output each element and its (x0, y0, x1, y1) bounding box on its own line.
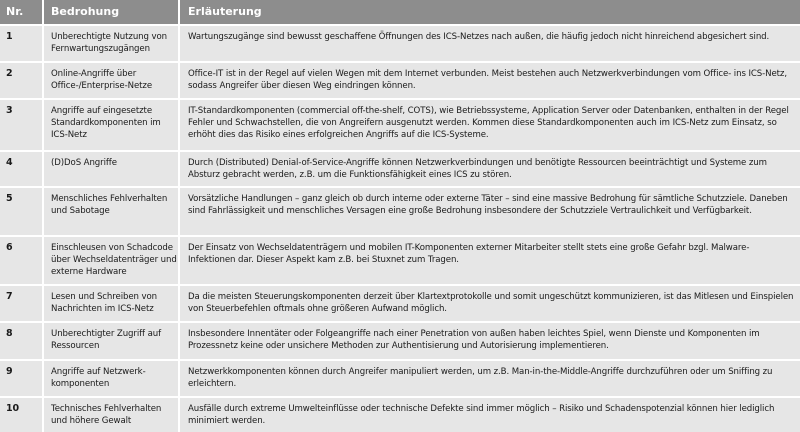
table-row (0, 237, 800, 284)
row-number: 3 (0, 100, 44, 150)
table-row (0, 26, 800, 61)
row-number: 7 (0, 286, 44, 321)
row-number: 5 (0, 188, 44, 235)
row-number: 2 (0, 63, 44, 98)
row-description: IT-Standardkomponenten (commercial off-the-shelf, COTS), wie Betriebssysteme, Application Server oder Datenbanken, enthalten in der Regel Fehler und Schwachstellen, die von Angreifern ausgenutzt werden. Kommen diese Standardkomponenten auch im ICS-Netz zum Einsatz, so erhöht dies das Risiko eines erfolgreichen Angriffs auf die ICS-Systeme. (180, 100, 800, 150)
row-description: Netzwerkkomponenten können durch Angreifer manipuliert werden, um z.B. Man-in-the-Middle-Angriffe durchzuführen oder um Sniffing zu erleichtern. (180, 361, 800, 396)
table-row (0, 63, 800, 98)
table-row (0, 100, 800, 150)
table-row (0, 323, 800, 359)
table-body (0, 24, 800, 432)
row-threat: Unberechtigte Nutzung von Fernwartungszugängen (44, 26, 180, 61)
table-row (0, 398, 800, 432)
header-threat: Bedrohung (44, 0, 180, 24)
row-description: Ausfälle durch extreme Umwelteinflüsse oder technische Defekte sind immer möglich – Risiko und Schadenspotenzial können hier lediglich minimiert werden. (180, 398, 800, 432)
row-description: Wartungszugänge sind bewusst geschaffene Öffnungen des ICS-Netzes nach außen, die häufig jedoch nicht hinreichend abgesichert sind. (180, 26, 800, 61)
row-description: Durch (Distributed) Denial-of-Service-Angriffe können Netzwerkverbindungen und benötigte Ressourcen beeinträchtigt und Systeme zum Absturz gebracht werden, z.B. um die Funktionsfähigkeit eines ICS zu stören. (180, 152, 800, 186)
row-threat: Einschleusen von Schadcode über Wechseldatenträger und externe Hardware (44, 237, 180, 284)
row-description: Da die meisten Steuerungskomponenten derzeit über Klartextprotokolle und somit ungeschützt kommunizieren, ist das Mitlesen und Einspielen von Steuerbefehlen oftmals ohne größeren Aufwand möglich. (180, 286, 800, 321)
row-number: 4 (0, 152, 44, 186)
row-number: 8 (0, 323, 44, 359)
header-description: Erläuterung (180, 0, 800, 24)
row-description: Office-IT ist in der Regel auf vielen Wegen mit dem Internet verbunden. Meist bestehen auch Netzwerkverbindungen vom Office- ins ICS-Netz, sodass Angreifer über diesen Weg eindringen können. (180, 63, 800, 98)
table-row (0, 286, 800, 321)
row-description: Der Einsatz von Wechseldatenträgern und mobilen IT-Komponenten externer Mitarbeiter stellt stets eine große Gefahr bzgl. Malware-Infektionen dar. Dieser Aspekt kam z.B. bei Stuxnet zum Tragen. (180, 237, 800, 284)
header-nr: Nr. (0, 0, 44, 24)
table-row (0, 188, 800, 235)
row-threat: Unberechtigter Zugriff auf Ressourcen (44, 323, 180, 359)
row-threat: Lesen und Schreiben von Nachrichten im ICS-Netz (44, 286, 180, 321)
row-number: 10 (0, 398, 44, 432)
table-header (0, 0, 800, 24)
table-row (0, 152, 800, 186)
row-description: Vorsätzliche Handlungen – ganz gleich ob durch interne oder externe Täter – sind eine massive Bedrohung für sämtliche Schutzziele. Daneben sind Fahrlässigkeit und menschliches Versagen eine große Bedrohung insbesondere der Schutzziele Vertraulichkeit und Verfügbarkeit. (180, 188, 800, 235)
row-number: 9 (0, 361, 44, 396)
row-threat: Angriffe auf eingesetzte Standardkomponenten im ICS-Netz (44, 100, 180, 150)
row-threat: Menschliches Fehlverhalten und Sabotage (44, 188, 180, 235)
row-description: Insbesondere Innentäter oder Folgeangriffe nach einer Penetration von außen haben leichtes Spiel, wenn Dienste und Komponenten im Prozessnetz keine oder unsichere Methoden zur Authentisierung und Autorisierung implementieren. (180, 323, 800, 359)
row-threat: Online-Angriffe über Office-/Enterprise-Netze (44, 63, 180, 98)
row-number: 6 (0, 237, 44, 284)
row-threat: Technisches Fehlverhalten und höhere Gewalt (44, 398, 180, 432)
row-threat: (D)DoS Angriffe (44, 152, 180, 186)
table-row (0, 361, 800, 396)
row-number: 1 (0, 26, 44, 61)
row-threat: Angriffe auf Netzwerk-komponenten (44, 361, 180, 396)
